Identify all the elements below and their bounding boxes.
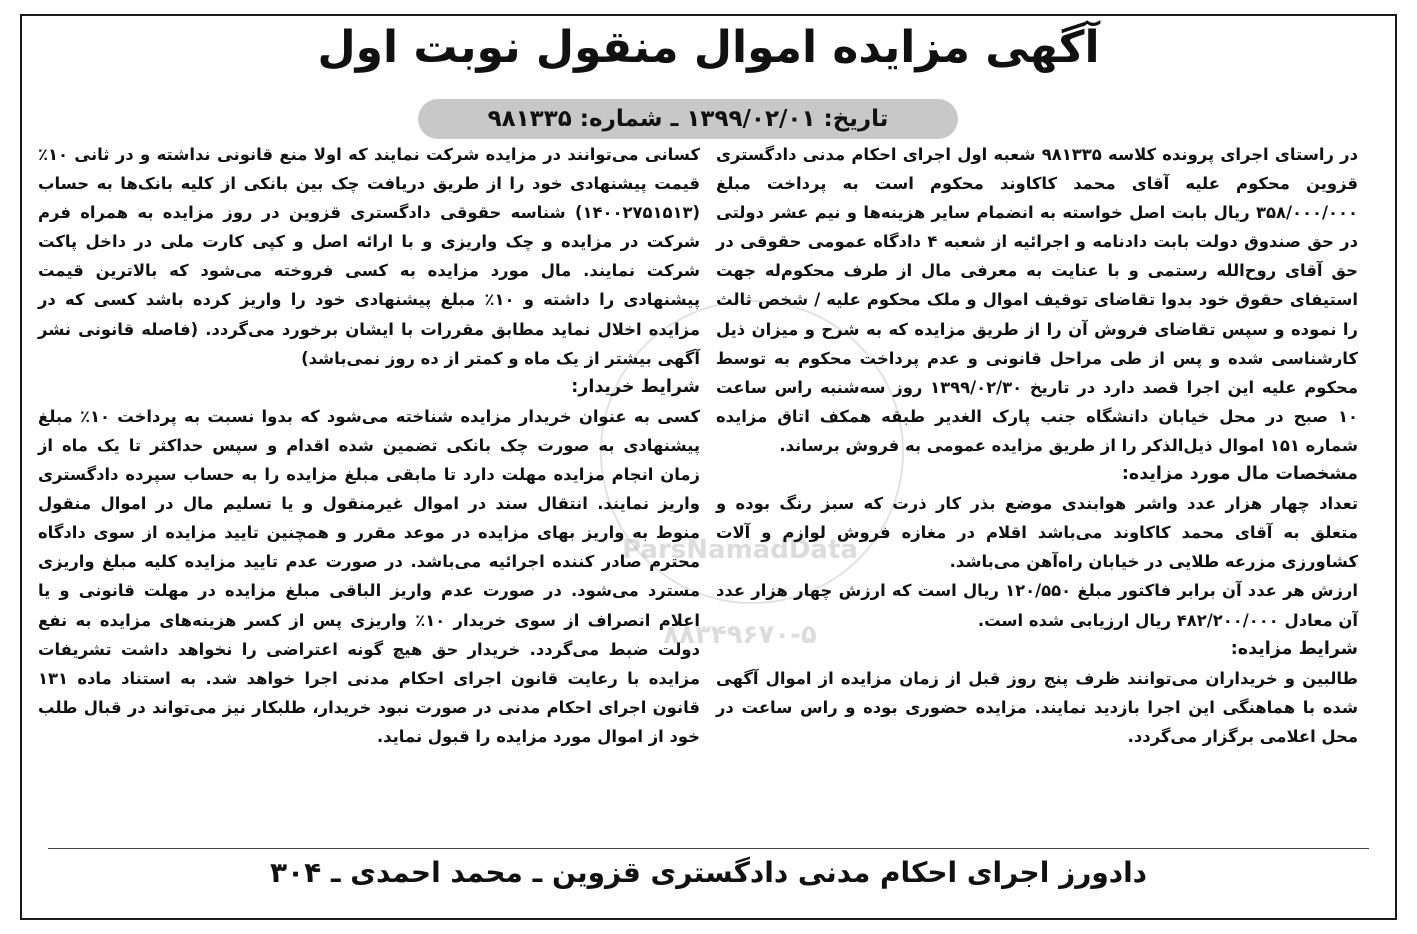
conditions-heading: شرایط مزایده: xyxy=(1230,638,1358,659)
watermark-phone: ۸۸۳۴۹۶۷۰-۵ xyxy=(663,620,817,650)
watermark-brand: ParsNamadData xyxy=(622,535,858,565)
notice-title: آگهی مزایده اموال منقول نوبت اول xyxy=(317,22,1100,73)
intro-paragraph: در راستای اجرای پرونده کلاسه ۹۸۱۳۳۵ شعبه اول اجرای احکام مدنی دادگستری قزوین محکوم علیه آقای محمد کاکاوند محکوم است به پرداخت مبلغ ۳۵۸/۰۰۰/۰۰۰ ریال بابت اصل خواسته به انضمام سایر هزینه‌ها و نیم عشر دولتی در حق صندوق دولت بابت دادنامه و اجرائیه از شعبه ۴ دادگاه عمومی حقوقی در حق آقای روح‌الله رستمی و با عنایت به معرفی مال از طرف محکوم‌له جهت استیفای حقوق خود بدوا تقاضای توقیف اموال و ملک محکوم علیه / شخص ثالث را نموده و سپس تقاضای فروش آن را از طریق مزایده که به شرح و میزان ذیل کارشناسی شده و پس از طی مراحل قانونی و عدم پرداخت محکوم به توسط محکوم علیه این اجرا قصد دارد در تاریخ ۱۳۹۹/۰۲/۳۰ روز سه‌شنبه راس ساعت ۱۰ صبح در محل خیابان دانشگاه جنب پارک الغدیر طبقه همکف اتاق مزایده شماره ۱۵۱ اموال ذیل‌الذکر را از طریق مزایده عمومی به فروش برساند. xyxy=(716,145,1358,455)
specs-heading: مشخصات مال مورد مزایده: xyxy=(1121,464,1358,485)
conditions-paragraph: طالبین و خریداران می‌توانند ظرف پنج روز قبل از زمان مزایده از اموال آگهی شده با هماهنگی این اجرا بازدید نمایند. مزایده حضوری بوده و راس ساعت در محل اعلامی برگزار می‌گردد. xyxy=(716,668,1358,746)
specs-paragraph: تعداد چهار هزار عدد واشر هوابندی موضع بذر کار ذرت که سبز رنگ بوده و متعلق به آقای محمد کاکاوند می‌باشد اقلام در مغازه فروش لوازم و آلات کشاورزی مزرعه طلایی در خیابان راه‌آهن می‌باشد. xyxy=(716,494,1358,572)
left-column xyxy=(38,140,700,751)
right-column xyxy=(716,140,1358,751)
date-number-badge: تاریخ: ۱۳۹۹/۰۲/۰۱ ـ شماره: ۹۸۱۳۳۵ xyxy=(418,99,958,139)
buyer-heading: شرایط خریدار: xyxy=(571,376,700,397)
footer-signature: دادورز اجرای احکام مدنی دادگستری قزوین ـ محمد احمدی ـ ۳۰۴ xyxy=(269,856,1148,889)
participation-paragraph: کسانی می‌توانند در مزایده شرکت نمایند که اولا منع قانونی نداشته و در ثانی ۱۰٪ قیمت پیشنهادی خود را از طریق دریافت چک بین بانکی از کلیه بانک‌ها به حساب (۱۴۰۰۲۷۵۱۵۱۳) شناسه حقوقی دادگستری قزوین در روز مزایده به همراه فرم شرکت در مزایده و چک واریزی و با ارائه اصل و کپی کارت ملی در داخل پاکت شرکت نمایند. مال مورد مزایده به کسی فروخته می‌شود که بالاترین قیمت پیشنهادی را داشته و ۱۰٪ مبلغ پیشنهادی خود را واریز کرده باشد کسی که در مزایده اخلال نماید مطابق مقررات با ایشان برخورد می‌گردد. (فاصله قانونی نشر آگهی بیشتر از یک ماه و کمتر از ده روز نمی‌باشد) xyxy=(38,145,700,368)
value-paragraph: ارزش هر عدد آن برابر فاکتور مبلغ ۱۲۰/۵۵۰ ریال است که ارزش چهار هزار عدد آن معادل ۴۸۲/۲۰۰/۰۰۰ ریال ارزیابی شده است. xyxy=(716,581,1358,630)
footer-divider xyxy=(48,848,1369,849)
buyer-paragraph: کسی به عنوان خریدار مزایده شناخته می‌شود که بدوا نسبت به پرداخت ۱۰٪ مبلغ پیشنهادی به صورت چک بانکی تضمین شده اقدام و سپس حداکثر تا یک ماه از زمان انجام مزایده مهلت دارد تا مابقی مبلغ مزایده را به حساب سپرده دادگستری واریز نمایند. انتقال سند در اموال غیرمنقول و یا تسلیم مال در اموال منقول منوط به واریز بهای مزایده در موعد مقرر و همچنین تایید مزایده از سوی دادگاه محترم صادر کننده اجرائیه می‌باشد. در صورت عدم تایید مزایده کلیه مبلغ واریزی مسترد می‌شود. در صورت عدم واریز الباقی مبلغ مزایده در مهلت قانونی و یا اعلام انصراف از سوی خریدار ۱۰٪ واریزی پس از کسر هزینه‌های مزایده به نفع دولت ضبط می‌گردد. خریدار حق هیچ گونه اعتراضی را نخواهد داشت تشریفات مزایده با رعایت قانون اجرای احکام مدنی اجرا خواهد شد. به استناد ماده ۱۳۱ قانون اجرای احکام مدنی در صورت نبود خریدار، طلبکار نیز می‌تواند در قبال طلب خود از اموال مورد مزایده را قبول نماید. xyxy=(38,406,700,746)
